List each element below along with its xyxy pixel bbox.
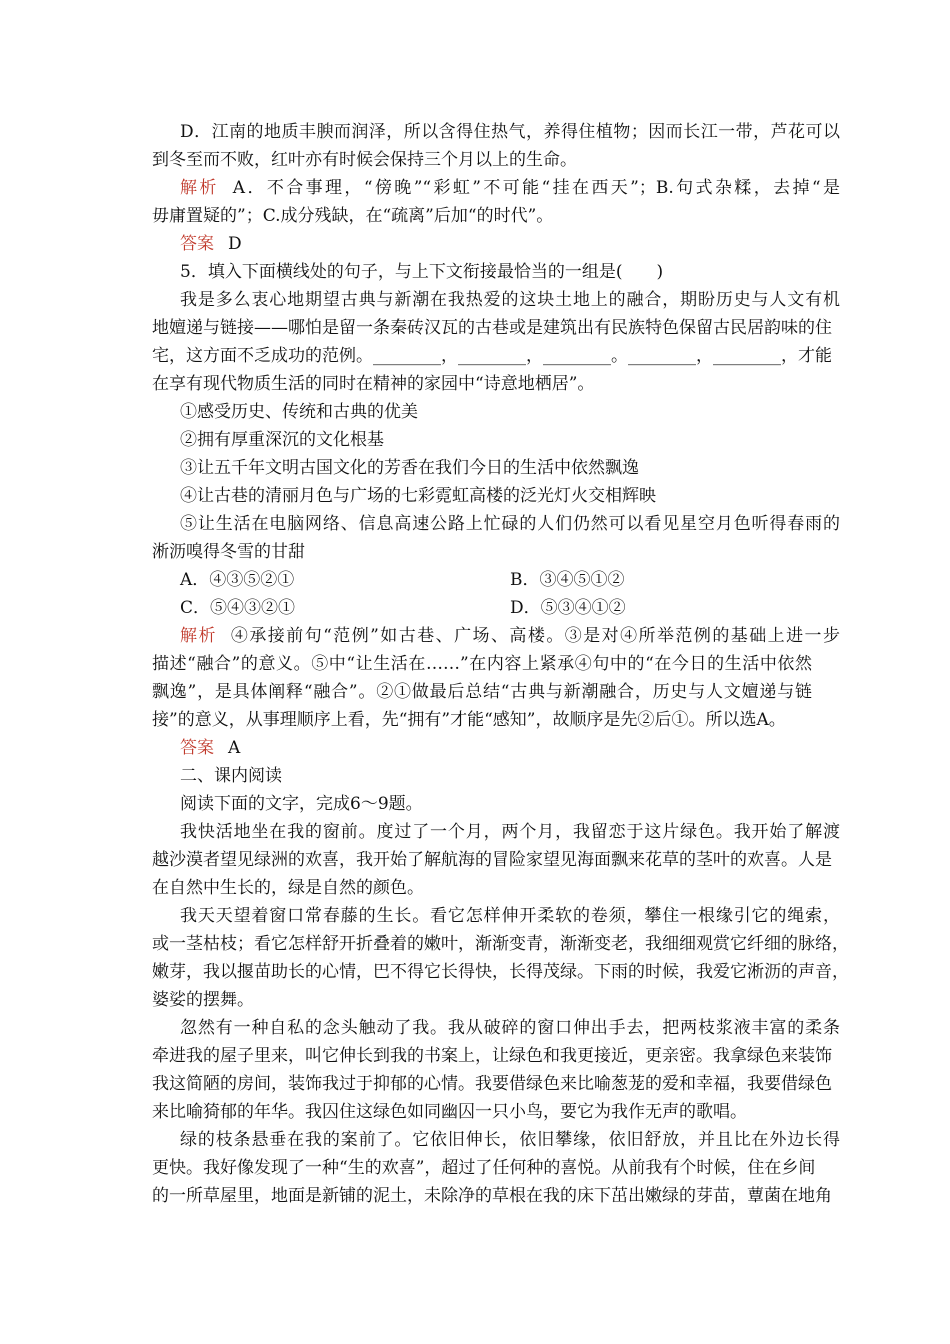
q5-passage-line3: 宅，这方面不乏成功的范例。________，________，________。________，________，才能 <box>152 346 832 366</box>
q5-analysis-line3: 飘逸”，是具体阐释“融合”。②①做最后总结“古典与新潮融合，历史与人文嬗递与链 <box>152 682 812 702</box>
q5-passage-line4: 在享有现代物质生活的同时在精神的家园中“诗意地栖居”。 <box>152 374 595 394</box>
q4-option-d-line1: D．江南的地质丰腴而润泽，所以含得住热气，养得住植物；因而长江一带，芦花可以 <box>180 122 840 142</box>
q5-sentence-5-line1: ⑤让生活在电脑网络、信息高速公路上忙碌的人们仍然可以看见星空月色听得春雨的 <box>180 514 840 534</box>
q5-passage-line2: 地嬗递与链接——哪怕是留一条秦砖汉瓦的古巷或是建筑出有民族特色保留古民居韵味的住 <box>152 318 832 338</box>
q5-passage-line1: 我是多么衷心地期望古典与新潮在我热爱的这块土地上的融合，期盼历史与人文有机 <box>180 290 840 310</box>
q5-option-d: D．⑤③④①② <box>510 598 626 618</box>
q4-answer <box>180 230 840 258</box>
para1-line3: 在自然中生长的，绿是自然的颜色。 <box>152 878 424 898</box>
para4-line1: 绿的枝条悬垂在我的案前了。它依旧伸长，依旧攀缘，依旧舒放，并且比在外边长得 <box>180 1130 840 1150</box>
q5-sentence-2: ②拥有厚重深沉的文化根基 <box>180 430 384 450</box>
para3-line2: 牵进我的屋子里来，叫它伸长到我的书案上，让绿色和我更接近，更亲密。我拿绿色来装饰 <box>152 1046 832 1066</box>
para2-line4: 婆娑的摆舞。 <box>152 990 254 1010</box>
q5-sentence-5-line2: 淅沥嗅得冬雪的甘甜 <box>152 542 305 562</box>
q5-analysis-text: ④承接前句“范例”如古巷、广场、高楼。③是对④所举范例的基础上进一步 <box>230 626 841 646</box>
q5-sentence-4: ④让古巷的清丽月色与广场的七彩霓虹高楼的泛光灯火交相辉映 <box>180 486 656 506</box>
para4-line3: 的一所草屋里，地面是新铺的泥土，未除净的草根在我的床下茁出嫩绿的芽苗，蕈菌在地角 <box>152 1186 832 1206</box>
q5-analysis-line2: 描述“融合”的意义。⑤中“让生活在……”在内容上紧承④句中的“在今日的生活中依然 <box>152 654 812 674</box>
para2-line3: 嫩芽，我以揠苗助长的心情，巴不得它长得快，长得茂绿。下雨的时候，我爱它淅沥的声音， <box>152 962 849 982</box>
answer-label: 答案 <box>180 738 214 758</box>
q4-answer-value: D <box>228 234 242 254</box>
para3-line3: 我这简陋的房间，装饰我过于抑郁的心情。我要借绿色来比喻葱茏的爱和幸福，我要借绿色 <box>152 1074 832 1094</box>
para1-line1: 我快活地坐在我的窗前。度过了一个月，两个月，我留恋于这片绿色。我开始了解渡 <box>180 822 840 842</box>
q5-stem: 5．填入下面横线处的句子，与上下文衔接最恰当的一组是( ) <box>180 262 664 282</box>
q4-option-d-line2: 到冬至而不败，红叶亦有时候会保持三个月以上的生命。 <box>152 150 577 170</box>
para3-line4: 来比喻猗郁的年华。我囚住这绿色如同幽囚一只小鸟，要它为我作无声的歌唱。 <box>152 1102 747 1122</box>
para4-line2: 更快。我好像发现了一种“生的欢喜”，超过了任何种的喜悦。从前我有个时候，住在乡间 <box>152 1158 816 1178</box>
analysis-label: 解析 <box>180 626 217 646</box>
section-heading: 二、课内阅读 <box>180 766 282 786</box>
para2-line2: 或一茎枯枝；看它怎样舒开折叠着的嫩叶，渐渐变青，渐渐变老，我细细观赏它纤细的脉络， <box>152 934 849 954</box>
para2-line1: 我天天望着窗口常春藤的生长。看它怎样伸开柔软的卷须，攀住一根缘引它的绳索， <box>180 906 840 926</box>
reading-intro: 阅读下面的文字，完成6～9题。 <box>180 794 423 814</box>
q4-analysis-line1 <box>180 174 840 202</box>
q5-analysis-line1 <box>180 622 840 650</box>
q5-option-b: B．③④⑤①② <box>510 570 625 590</box>
q5-answer <box>180 734 840 762</box>
analysis-label: 解析 <box>180 178 219 198</box>
para3-line1: 忽然有一种自私的念头触动了我。我从破碎的窗口伸出手去，把两枝浆液丰富的柔条 <box>180 1018 840 1038</box>
q5-options-row1 <box>180 566 840 594</box>
answer-label: 答案 <box>180 234 214 254</box>
q5-sentence-3: ③让五千年文明古国文化的芳香在我们今日的生活中依然飘逸 <box>180 458 639 478</box>
para1-line2: 越沙漠者望见绿洲的欢喜，我开始了解航海的冒险家望见海面飘来花草的茎叶的欢喜。人是 <box>152 850 832 870</box>
q5-analysis-line4: 接”的意义，从事理顺序上看，先“拥有”才能“感知”，故顺序是先②后①。所以选A。 <box>152 710 786 730</box>
q5-sentence-1: ①感受历史、传统和古典的优美 <box>180 402 418 422</box>
q4-analysis-text: A．不合事理，“傍晚”“彩虹”不可能“挂在西天”；B.句式杂糅，去掉“是 <box>232 178 841 198</box>
q4-analysis-line2: 毋庸置疑的”；C.成分残缺，在“疏离”后加“的时代”。 <box>152 206 554 226</box>
q5-option-a: A．④③⑤②① <box>180 570 295 590</box>
q5-answer-value: A <box>228 738 241 758</box>
q5-options-row2 <box>180 594 840 622</box>
q5-option-c: C．⑤④③②① <box>180 598 296 618</box>
